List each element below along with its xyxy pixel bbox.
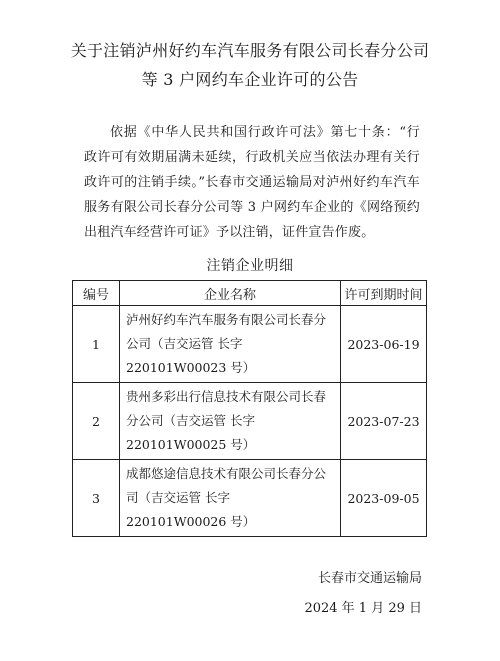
table-row bbox=[73, 460, 427, 537]
row-num: 2 bbox=[73, 383, 120, 460]
row-num: 1 bbox=[73, 306, 120, 383]
header-name: 企业名称 bbox=[120, 281, 341, 306]
row-expiry-date: 2023-07-23 bbox=[341, 383, 427, 460]
row-expiry-date: 2023-09-05 bbox=[341, 460, 427, 537]
row-company-name: 贵州多彩出行信息技术有限公司长春分公司（吉交运管 长字 220101W00025 号） bbox=[120, 383, 341, 460]
issuer-name: 长春市交通运输局 bbox=[317, 571, 422, 586]
table-title: 注销企业明细 bbox=[206, 258, 294, 274]
table-header-row bbox=[73, 281, 427, 306]
table-row bbox=[73, 306, 427, 383]
document-title-line-1: 关于注销泸州好约车汽车服务有限公司长春分公司 bbox=[70, 41, 430, 60]
announcement-body: 依据《中华人民共和国行政许可法》第七十条：“行政许可有效期届满未延续，行政机关应当依法办理有关行政许可的注销手续。”长春市交通运输局对泸州好约车汽车服务有限公司长春分公司等 3 户网约车企业的《网络预约出租汽车经营许可证》予以注销，证件宣告作废。 bbox=[84, 125, 420, 240]
revoked-companies-table bbox=[72, 280, 427, 537]
row-num: 3 bbox=[73, 460, 120, 537]
document-title-line-2: 等 3 户网约车企业许可的公告 bbox=[141, 70, 359, 89]
issue-date: 2024 年 1 月 29 日 bbox=[304, 601, 422, 616]
header-num: 编号 bbox=[73, 281, 120, 306]
header-date: 许可到期时间 bbox=[341, 281, 427, 306]
table-row bbox=[73, 383, 427, 460]
row-company-name: 成都悠途信息技术有限公司长春分公司（吉交运管 长字 220101W00026 号） bbox=[120, 460, 341, 537]
row-expiry-date: 2023-06-19 bbox=[341, 306, 427, 383]
row-company-name: 泸州好约车汽车服务有限公司长春分公司（吉交运管 长字 220101W00023 号） bbox=[120, 306, 341, 383]
